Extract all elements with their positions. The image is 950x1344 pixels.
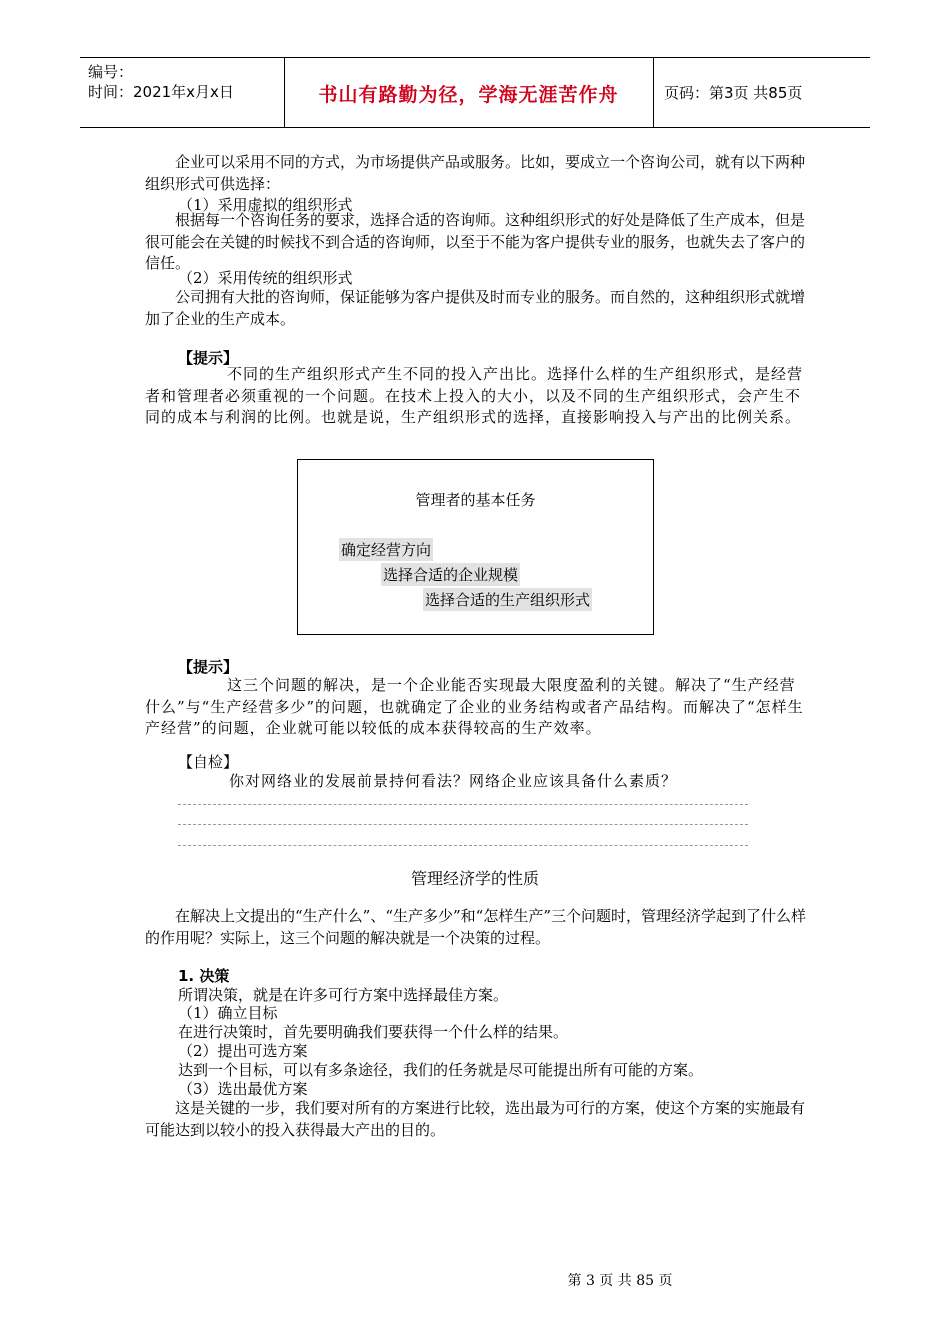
step-3-text: 这是关键的一步，我们要对所有的方案进行比较，选出最为可行的方案，使这个方案的实施最有可能达到以较小的投入获得最大产出的目的。	[145, 1099, 806, 1139]
step-1-title: （1）确立目标	[178, 1004, 278, 1022]
subsection-title: 1. 决策	[178, 967, 230, 985]
section-title: 管理经济学的性质	[410, 869, 539, 888]
step-2-title: （2）提出可选方案	[178, 1042, 308, 1060]
box-title: 管理者的基本任务	[415, 491, 536, 509]
answer-line	[178, 845, 748, 846]
section-paragraph: 在解决上文提出的“生产什么”、“生产多少”和“怎样生产”三个问题时，管理经济学起到了什么样的作用呢？实际上，这三个问题的解决就是一个决策的过程。	[145, 907, 807, 947]
option-2-title: （2）采用传统的组织形式	[178, 269, 353, 287]
task-item: 选择合适的企业规模	[381, 563, 520, 586]
selfcheck-question: 你对网络业的发展前景持何看法？网络企业应该具备什么素质？	[229, 772, 678, 790]
tip-label: 【提示】	[178, 349, 239, 367]
page-header	[80, 57, 870, 128]
answer-line	[178, 804, 748, 805]
answer-line	[178, 824, 748, 825]
tip-label: 【提示】	[178, 658, 239, 676]
header-page-info: 页码：第3页 共85页	[664, 84, 803, 102]
header-divider	[653, 58, 654, 127]
page-footer: 第 3 页 共 85 页	[567, 1273, 673, 1289]
selfcheck-label: 【自检】	[178, 753, 239, 771]
option-2-text: 公司拥有大批的咨询师，保证能够为客户提供及时而专业的服务。而自然的，这种组织形式就增加了企业的生产成本。	[145, 288, 806, 328]
tip-text: 不同的生产组织形式产生不同的投入产出比。选择什么样的生产组织形式，是经营者和管理者必须重视的一个问题。在技术上投入的大小，以及不同的生产组织形式，会产生不同的成本与利润的比例。也就是说，生产组织形式的选择，直接影响投入与产出的比例关系。	[145, 365, 804, 426]
step-1-text: 在进行决策时，首先要明确我们要获得一个什么样的结果。	[178, 1023, 569, 1041]
step-3-title: （3）选出最优方案	[178, 1080, 308, 1098]
header-meta	[88, 62, 288, 102]
header-motto: 书山有路勤为径，学海无涯苦作舟	[318, 84, 619, 106]
time-label: 时间：2021年x月x日	[88, 83, 234, 101]
task-item: 选择合适的生产组织形式	[423, 588, 592, 611]
intro-paragraph: 企业可以采用不同的方式，为市场提供产品或服务。比如，要成立一个咨询公司，就有以下两种组织形式可供选择：	[145, 153, 806, 193]
task-item: 确定经营方向	[339, 538, 433, 561]
option-1-text: 根据每一个咨询任务的要求，选择合适的咨询师。这种组织形式的好处是降低了生产成本，但是很可能会在关键的时候找不到合适的咨询师，以至于不能为客户提供专业的服务，也就失去了客户的信任。	[145, 211, 806, 272]
tip-text: 这三个问题的解决，是一个企业能否实现最大限度盈利的关键。解决了“生产经营什么”与“生产经营多少”的问题，也就确定了企业的业务结构或者产品结构。而解决了“怎样生产经营”的问题，企业就可能以较低的成本获得较高的生产效率。	[145, 676, 804, 737]
step-2-text: 达到一个目标，可以有多条途径，我们的任务就是尽可能提出所有可能的方案。	[178, 1061, 704, 1079]
option-1-title: （1）采用虚拟的组织形式	[178, 196, 353, 214]
number-label: 编号：	[88, 63, 134, 81]
decision-definition: 所谓决策，就是在许多可行方案中选择最佳方案。	[178, 986, 509, 1004]
